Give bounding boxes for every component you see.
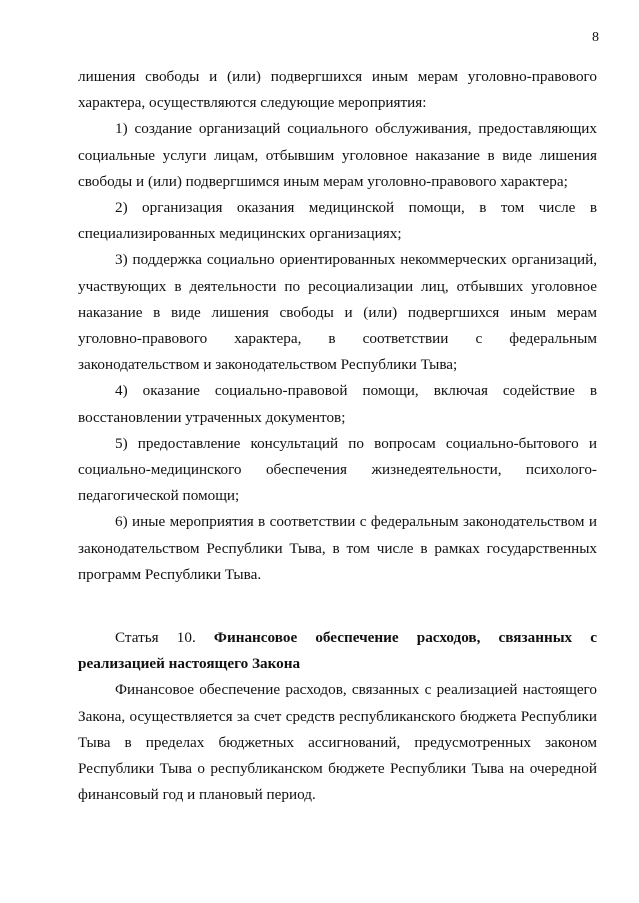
intro-paragraph: лишения свободы и (или) подвергшихся иным мерам уголовно-правового характера, осуществляются следующие мероприятия:	[78, 68, 597, 112]
article-10-title: Финансовое обеспечение расходов, связанных с реализацией настоящего Закона	[78, 629, 598, 673]
list-item-6: 6) иные мероприятия в соответствии с федеральным законодательством и законодательством Республики Тыва, в том числе в рамках государственных программ Республики Тыва.	[78, 513, 597, 583]
document-body	[78, 64, 597, 808]
list-item-5: 5) предоставление консультаций по вопросам социально-бытового и социально-медицинского обеспечения жизнедеятельности, психолого-педагогической помощи;	[78, 434, 597, 505]
article-10-label: Статья 10.	[115, 629, 196, 647]
article-10-heading	[78, 625, 597, 677]
list-item-2: 2) организация оказания медицинской помощи, в том числе в специализированных медицинских организациях;	[78, 199, 597, 243]
article-10-body: Финансовое обеспечение расходов, связанных с реализацией настоящего Закона, осуществляется за счет средств республиканского бюджета Республики Тыва в пределах бюджетных ассигнований, предусмотренных законом Республики Тыва о республиканском бюджете Республики Тыва на очередной финансовый год и плановый период.	[78, 681, 597, 804]
list-item-3: 3) поддержка социально ориентированных некоммерческих организаций, участвующих в деятельности по ресоциализации лиц, отбывших уголовное наказание в виде лишения свободы и (или) подвергшихся иным мерам уголовно-правового характера, в соответствии с федеральным законодательством и законодательством Республики Тыва;	[78, 251, 597, 374]
list-item-1: 1) создание организаций социального обслуживания, предоставляющих социальные услуги лицам, отбывшим уголовное наказание в виде лишения свободы и (или) подвергшимся иным мерам уголовно-правового характера;	[78, 120, 597, 190]
list-item-4: 4) оказание социально-правовой помощи, включая содействие в восстановлении утраченных документов;	[78, 382, 597, 426]
page-number: 8	[592, 30, 599, 45]
